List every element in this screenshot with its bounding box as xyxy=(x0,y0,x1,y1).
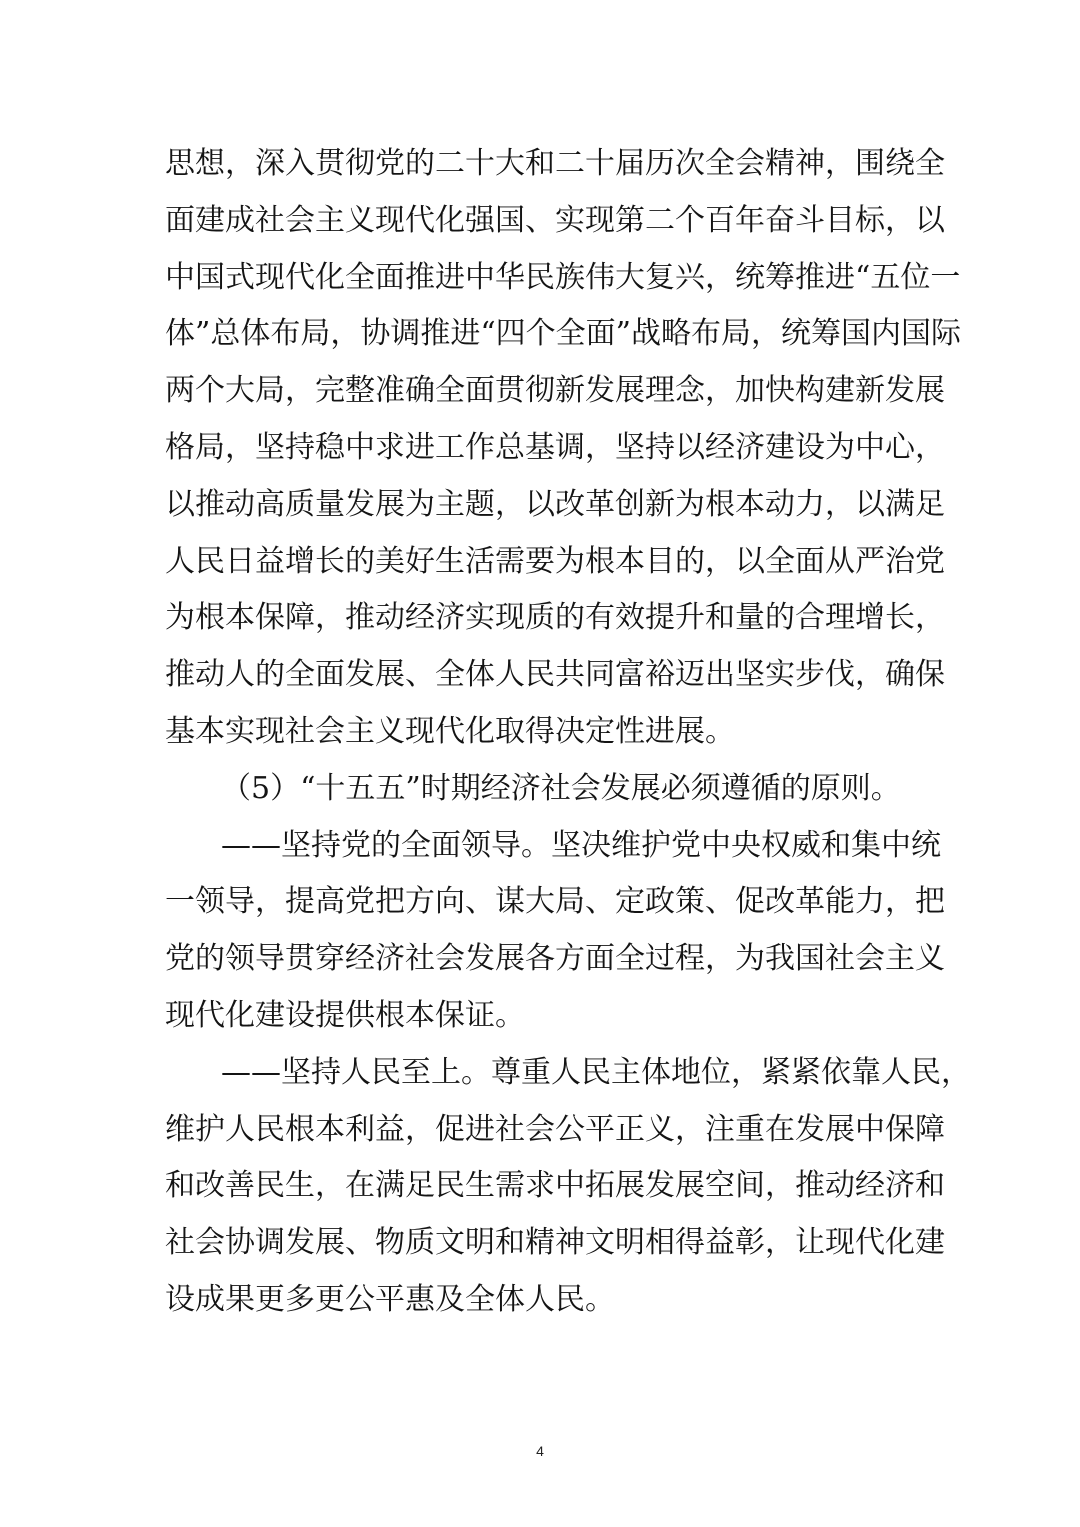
text-line: 人民日益增长的美好生活需要为根本目的，以全面从严治党 xyxy=(165,543,945,579)
text-line: 和改善民生，在满足民生需求中拓展发展空间，推动经济和 xyxy=(165,1168,945,1204)
text-line: 中国式现代化全面推进中华民族伟大复兴，统筹推进“五位一 xyxy=(165,259,961,295)
text-line: 现代化建设提供根本保证。 xyxy=(165,997,525,1033)
text-line: 思想，深入贯彻党的二十大和二十届历次全会精神，围绕全 xyxy=(165,146,945,181)
text-line: 两个大局，完整准确全面贯彻新发展理念，加快构建新发展 xyxy=(165,373,945,409)
text-line: 社会协调发展、物质文明和精神文明相得益彰，让现代化建 xyxy=(165,1225,945,1261)
text-line: 为根本保障，推动经济实现质的有效提升和量的合理增长， xyxy=(165,600,945,636)
principle-heading-line: ——坚持人民至上。尊重人民主体地位，紧紧依靠人民， xyxy=(221,1054,971,1090)
principle-heading-line: ——坚持党的全面领导。坚决维护党中央权威和集中统 xyxy=(221,827,941,863)
text-line: 面建成社会主义现代化强国、实现第二个百年奋斗目标，以 xyxy=(165,202,945,238)
text-line: 基本实现社会主义现代化取得决定性进展。 xyxy=(165,713,735,749)
text-line: 体”总体布局，协调推进“四个全面”战略布局，统筹国内国际 xyxy=(165,316,962,352)
page-number: 4 xyxy=(536,1443,544,1459)
text-line: 一领导，提高党把方向、谋大局、定政策、促改革能力，把 xyxy=(165,884,945,920)
text-line: 格局，坚持稳中求进工作总基调，坚持以经济建设为中心， xyxy=(165,429,945,465)
text-line: 党的领导贯穿经济社会发展各方面全过程，为我国社会主义 xyxy=(165,941,945,977)
text-line: 以推动高质量发展为主题，以改革创新为根本动力，以满足 xyxy=(165,486,945,522)
body-text xyxy=(165,136,971,1329)
text-line: 设成果更多更公平惠及全体人民。 xyxy=(165,1281,615,1317)
text-line: 推动人的全面发展、全体人民共同富裕迈出坚实步伐，确保 xyxy=(165,657,945,693)
text-line: 维护人民根本利益，促进社会公平正义，注重在发展中保障 xyxy=(165,1111,945,1147)
section-heading: （5）“十五五”时期经济社会发展必须遵循的原则。 xyxy=(221,770,901,806)
